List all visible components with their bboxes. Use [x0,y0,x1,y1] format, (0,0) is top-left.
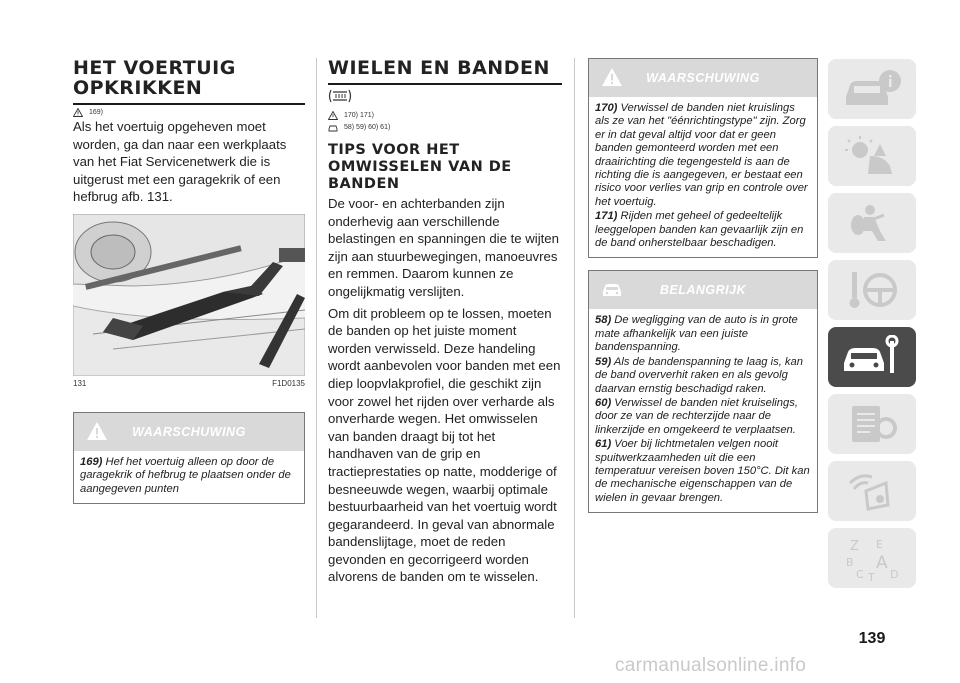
section-title: HET VOERTUIG OPKRIKKEN [73,58,305,105]
warning-item [80,456,298,496]
tab-starting-driving[interactable] [828,260,916,320]
figure-code: F1D0135 [272,378,305,388]
column-divider [316,58,317,618]
item-number: 59) [595,355,612,368]
body-paragraph: Om dit probleem op te lossen, moeten de banden op het juiste moment worden verwisseld. Deze handeling wordt aanbevolen voor banden met een diep loopvlakprofiel, die geschikt zijn voor zowel het rijden over verharde als onverharde wegen. Het omwisselen van banden draagt bij tot het handhaven van de grip en tractieprestaties op natte, modderige of besneeuwde wegen, waarbij optimale bestuurbaarheid van het voertuig wordt gegarandeerd. In geval van abnormale bandenslijtage, moet de reden gevonden en gecorrigeerd worden alvorens de banden om te wisselen. [328,305,561,585]
warning-body [589,97,817,257]
middle-column [328,58,562,590]
important-body [589,309,817,512]
item-text: Rijden met geheel of gedeeltelijk leeggelopen banden kan gevaarlijk zijn en de band onherstelbaar beschadigen. [595,210,804,250]
index-letter: Z [850,539,859,554]
reference-numbers: 170) 171) [344,112,374,119]
item-text: Als de bandenspanning te laag is, kan de band oververhit raken en als gevolg daarvan ernstig beschadigd raken. [595,355,803,395]
item-number: 61) [595,438,612,451]
jack-figure [73,214,305,376]
warning-box-header [589,59,817,97]
index-letter: E [876,538,883,551]
warning-box [73,412,305,504]
tab-maintenance[interactable] [828,394,916,454]
car-important-icon [601,279,623,299]
index-letter: A [876,553,888,573]
warning-body [74,451,304,503]
warning-item [595,210,811,250]
tire-pressure-icon [328,89,352,103]
item-text: Verwissel de banden niet kruiselings, door ze van de rechterzijde naar de linkerzijde en omgekeerd te verplaatsen. [595,396,798,436]
figure-number: 131 [73,378,87,388]
important-box [588,270,818,513]
tire-icon-row [328,89,562,108]
reference-line [328,123,562,132]
figure-caption [73,379,305,388]
car-on-jack-illustration [73,214,305,376]
left-column [73,58,305,504]
specs-list-icon [840,402,904,446]
reference-numbers: 169) [89,109,104,116]
right-column [588,58,818,513]
item-number: 60) [595,396,612,409]
warning-triangle-icon [73,108,83,117]
airbag-person-icon [840,201,904,245]
index-letters-icon [840,534,904,582]
subsection-title: TIPS VOOR HET OMWISSELEN VAN DE BANDEN [328,142,512,192]
body-paragraph: Als het voertuig opgeheven moet worden, ga dan naar een werkplaats van het Fiat Servicenetwerk die is uitgerust met een garagekrik of een hefbrug afb. 131. [73,119,287,205]
index-letter: D [890,568,899,581]
warning-item [595,102,811,209]
tab-safety[interactable] [828,193,916,253]
warning-lights-icon [840,134,904,178]
warning-triangle-icon [328,111,338,120]
key-steering-wheel-icon [840,268,904,312]
important-box-header [589,271,817,309]
tab-warning-lights[interactable] [828,126,916,186]
item-number: 170) [595,102,618,114]
item-text: Voer bij lichtmetalen velgen nooit spuitwerkzaamheden uit die een temperatuur vereisen boven 150°C. Dit kan de mechanische eigenschappen van de wielen in gevaar brengen. [595,438,810,504]
item-text: Verwissel de banden niet kruislings als ze van het "éénrichtingstype" zijn. Zorg er in dat geval altijd voor dat er geen banden gemonteerd worden met een draairichting die tegengesteld is aan de richting die is aangegeven, er bestaat een risico voor verlies van grip en controle over het voertuig. [595,102,808,208]
important-title: BELANGRIJK [659,283,747,298]
watermark: carmanualsonline.info [615,655,807,676]
tab-index[interactable] [828,528,916,588]
chapter-tabs [828,59,916,595]
warning-box [588,58,818,258]
tab-multimedia[interactable] [828,461,916,521]
tab-car-info[interactable] [828,59,916,119]
column-divider [574,58,575,618]
warning-title: WAARSCHUWING [132,424,246,439]
car-info-icon [840,67,904,111]
item-text: Hef het voertuig alleen op door de garagekrik of hefbrug te plaatsen onder de aangegeven punten [80,455,291,495]
reference-numbers: 58) 59) 60) 61) [344,124,391,131]
body-paragraph: De voor- en achterbanden zijn onderhevig aan verschillende belastingen en spanningen die te wijten zijn aan stuurbewegingen, manoeuvres en remmen. Daarom kunnen ze ongelijkmatig verslijten. [328,196,559,299]
reference-line [73,108,305,117]
important-item [595,397,811,437]
item-text: De wegligging van de auto is in grote mate afhankelijk van een juiste bandenspanning. [595,314,798,354]
index-letter: C [856,568,864,581]
tab-emergency[interactable] [828,327,916,387]
item-number: 171) [595,210,618,223]
index-letter: T [868,571,875,582]
page-number: 139 [858,630,886,647]
section-title: WIELEN EN BANDEN [328,58,562,85]
warning-title: WAARSCHUWING [646,71,760,85]
important-item [595,356,811,396]
car-important-icon [328,123,338,132]
important-item [595,314,811,354]
item-number: 169) [80,455,103,468]
important-item [595,438,811,505]
car-wrench-icon [840,335,904,379]
warning-triangle-icon [601,67,623,87]
warning-box-header [74,413,304,451]
item-number: 58) [595,314,612,327]
index-letter: B [846,556,854,569]
multimedia-icon [840,469,904,513]
reference-line [328,111,562,120]
warning-triangle-icon [86,421,108,441]
